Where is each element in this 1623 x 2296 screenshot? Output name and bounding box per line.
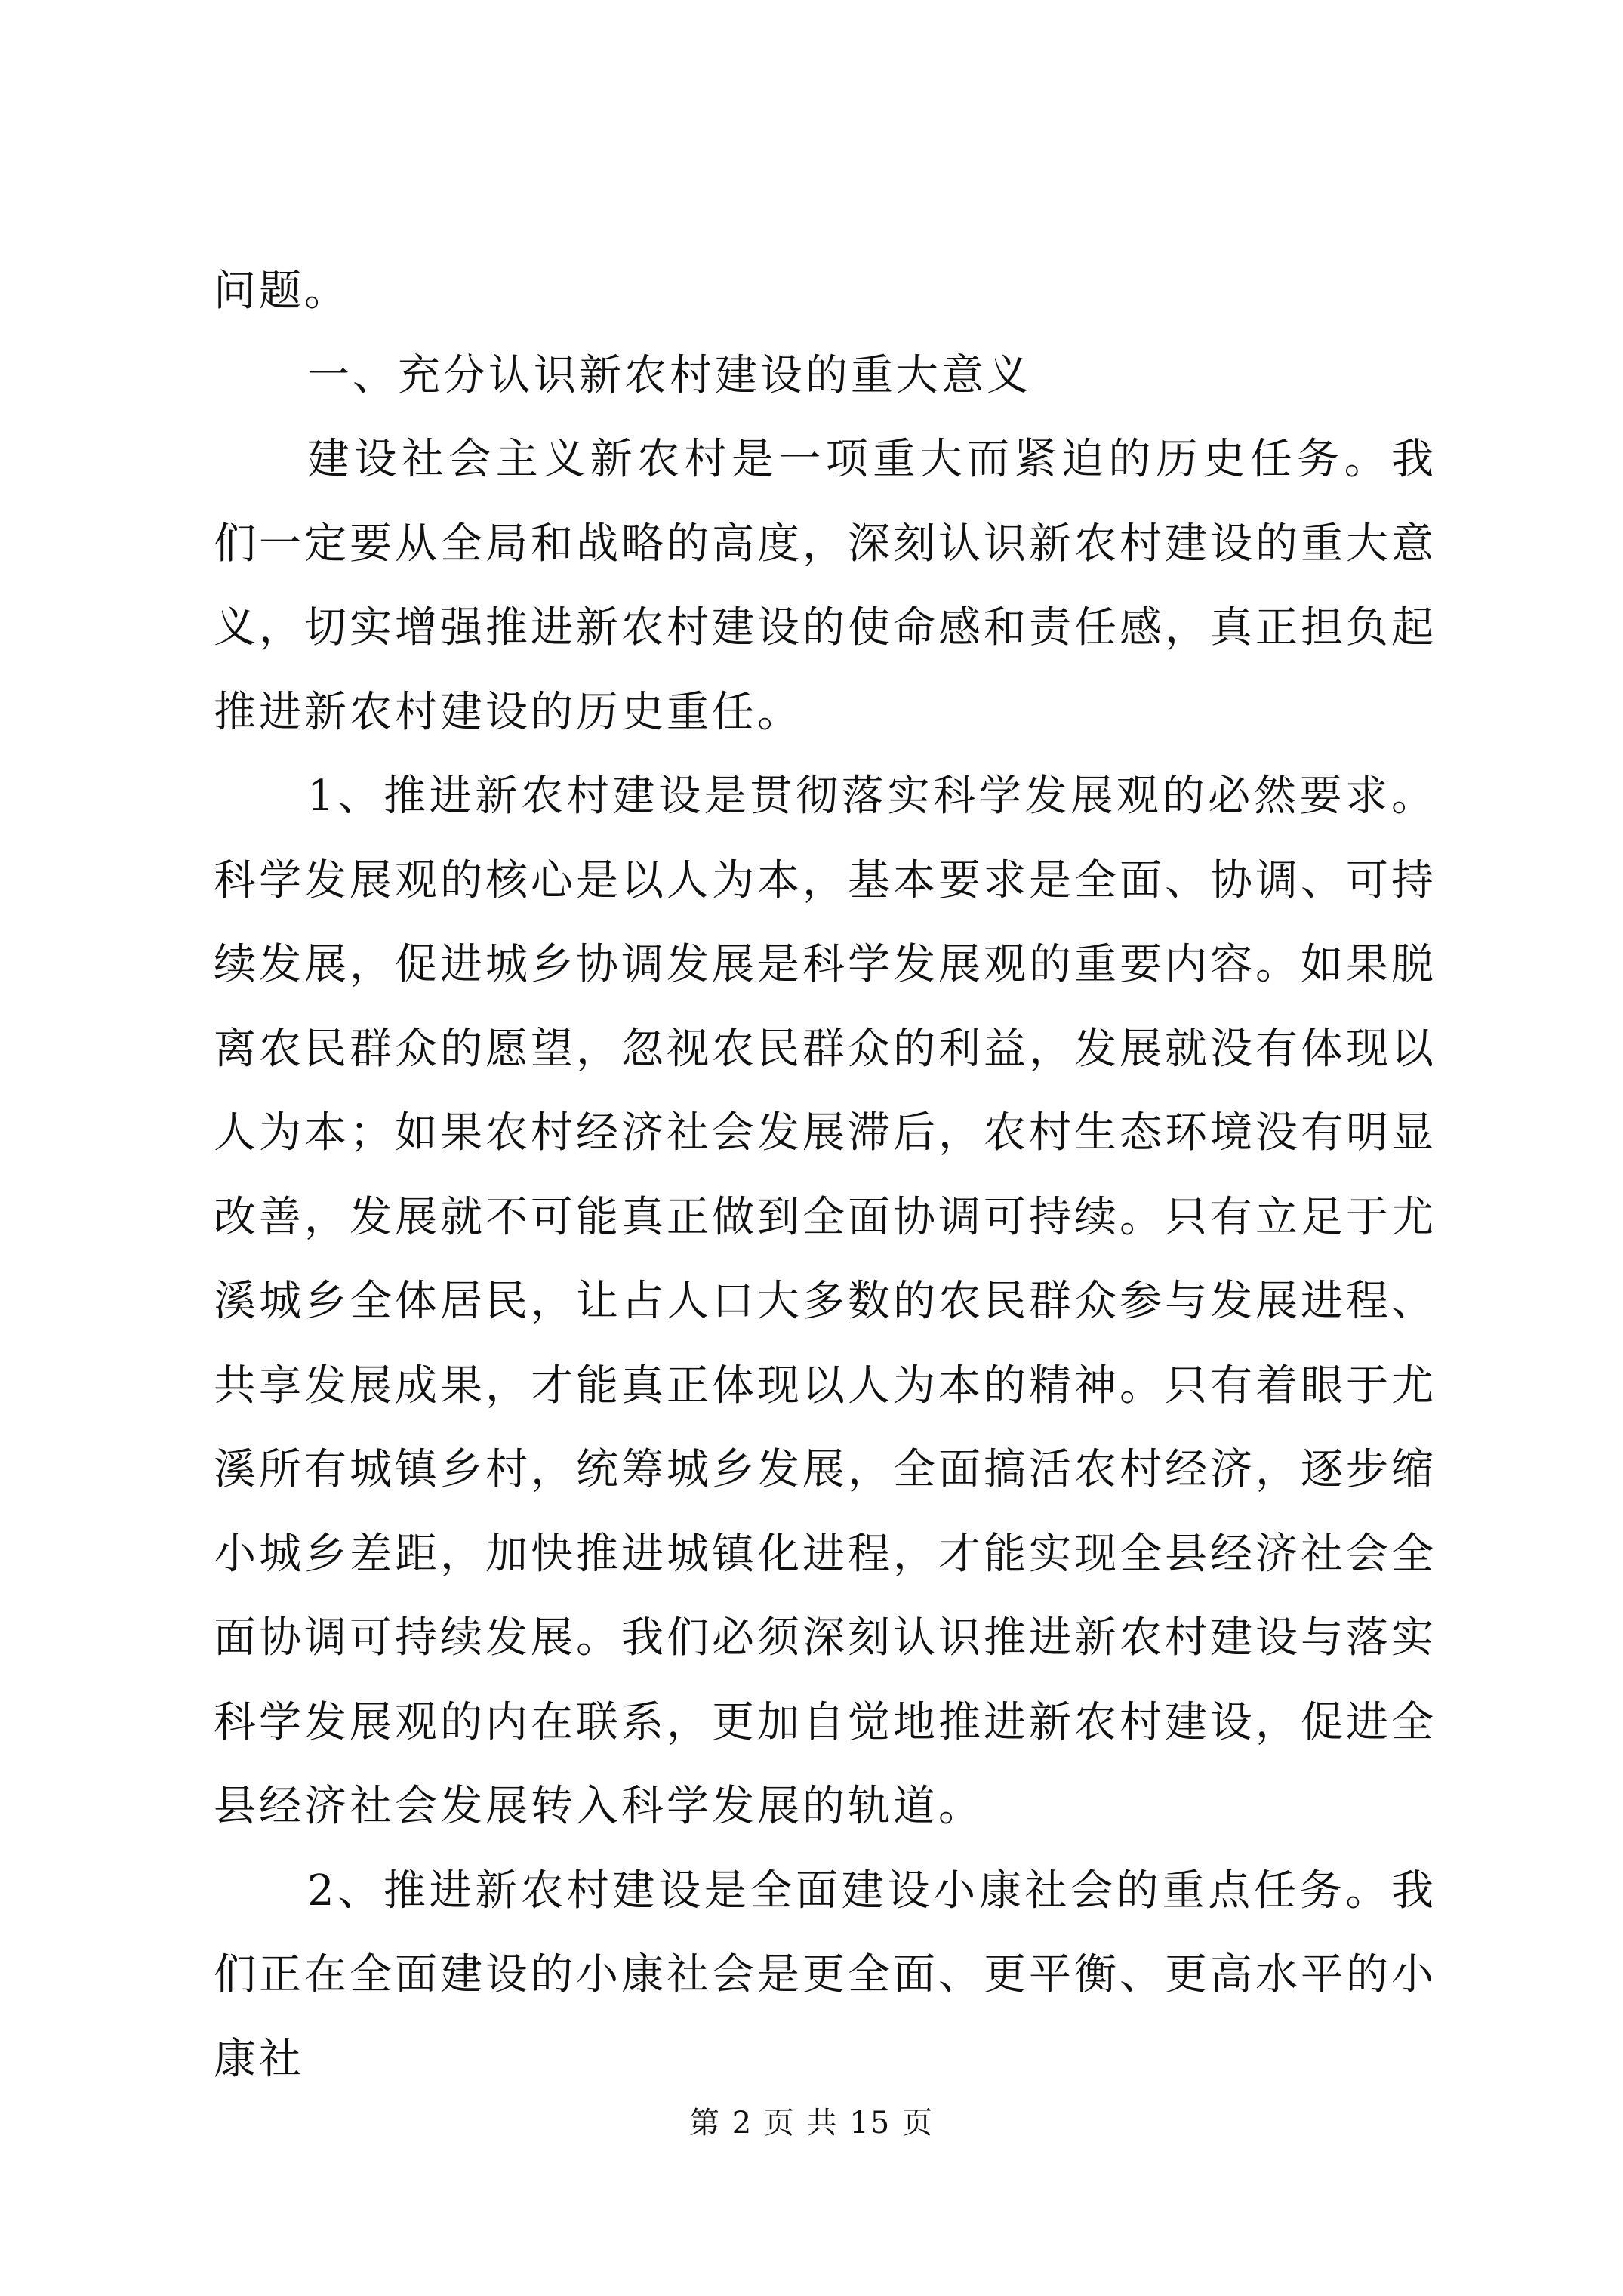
paragraph-point-2: 2、推进新农村建设是全面建设小康社会的重点任务。我们正在全面建设的小康社会是更全面、更平衡、更高水平的小康社 xyxy=(214,1866,1437,2084)
page-number-footer: 第 2 页 共 15 页 xyxy=(689,2106,934,2140)
paragraph-intro: 建设社会主义新农村是一项重大而紧迫的历史任务。我们一定要从全局和战略的高度，深刻认识新农村建设的重大意义，切实增强推进新农村建设的使命感和责任感，真正担负起推进新农村建设的历史重任。 xyxy=(214,435,1437,737)
paragraph-point-1: 1、推进新农村建设是贯彻落实科学发展观的必然要求。科学发展观的核心是以人为本，基本要求是全面、协调、可持续发展，促进城乡协调发展是科学发展观的重要内容。如果脱离农民群众的愿望，忽视农民群众的利益，发展就没有体现以人为本；如果农村经济社会发展滞后，农村生态环境没有明显改善，发展就不可能真正做到全面协调可持续。只有立足于尤溪城乡全体居民，让占人口大多数的农民群众参与发展进程、共享发展成果，才能真正体现以人为本的精神。只有着眼于尤溪所有城镇乡村，统筹城乡发展，全面搞活农村经济，逐步缩小城乡差距，加快推进城镇化进程，才能实现全县经济社会全面协调可持续发展。我们必须深刻认识推进新农村建设与落实科学发展观的内在联系，更加自觉地推进新农村建设，促进全县经济社会发展转入科学发展的轨道。 xyxy=(214,772,1437,1831)
paragraph-continuation: 问题。 xyxy=(214,267,350,316)
document-body xyxy=(214,249,1437,2101)
section-heading: 一、充分认识新农村建设的重大意义 xyxy=(307,350,1032,400)
